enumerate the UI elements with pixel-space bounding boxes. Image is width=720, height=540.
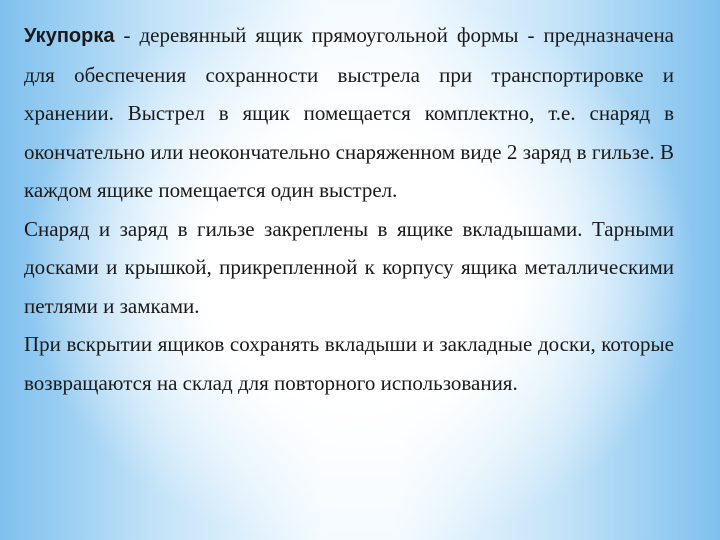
paragraph-2: Снаряд и заряд в гильзе закреплены в ящике вкладышами. Тарными досками и крышкой, прикрепленной к корпусу ящика металлическими петлями и замками. <box>24 216 674 318</box>
paragraph-1-text: - деревянный ящик прямоугольной формы - предназначена для обеспечения сохранности выстрела при транспортировке и хранении. Выстрел в ящик помещается комплектно, т.е. снаряд в окончательно или неокончательно снаряженном виде 2 заряд в гильзе. В каждом ящике помещается один выстрел. <box>24 23 674 202</box>
term-ukuporka: Укупорка <box>24 25 115 47</box>
paragraph-3: При вскрытии ящиков сохранять вкладыши и закладные доски, которые возвращаются на склад для повторного использования. <box>24 332 674 395</box>
text-block <box>24 16 674 402</box>
paragraph-1 <box>24 16 674 210</box>
